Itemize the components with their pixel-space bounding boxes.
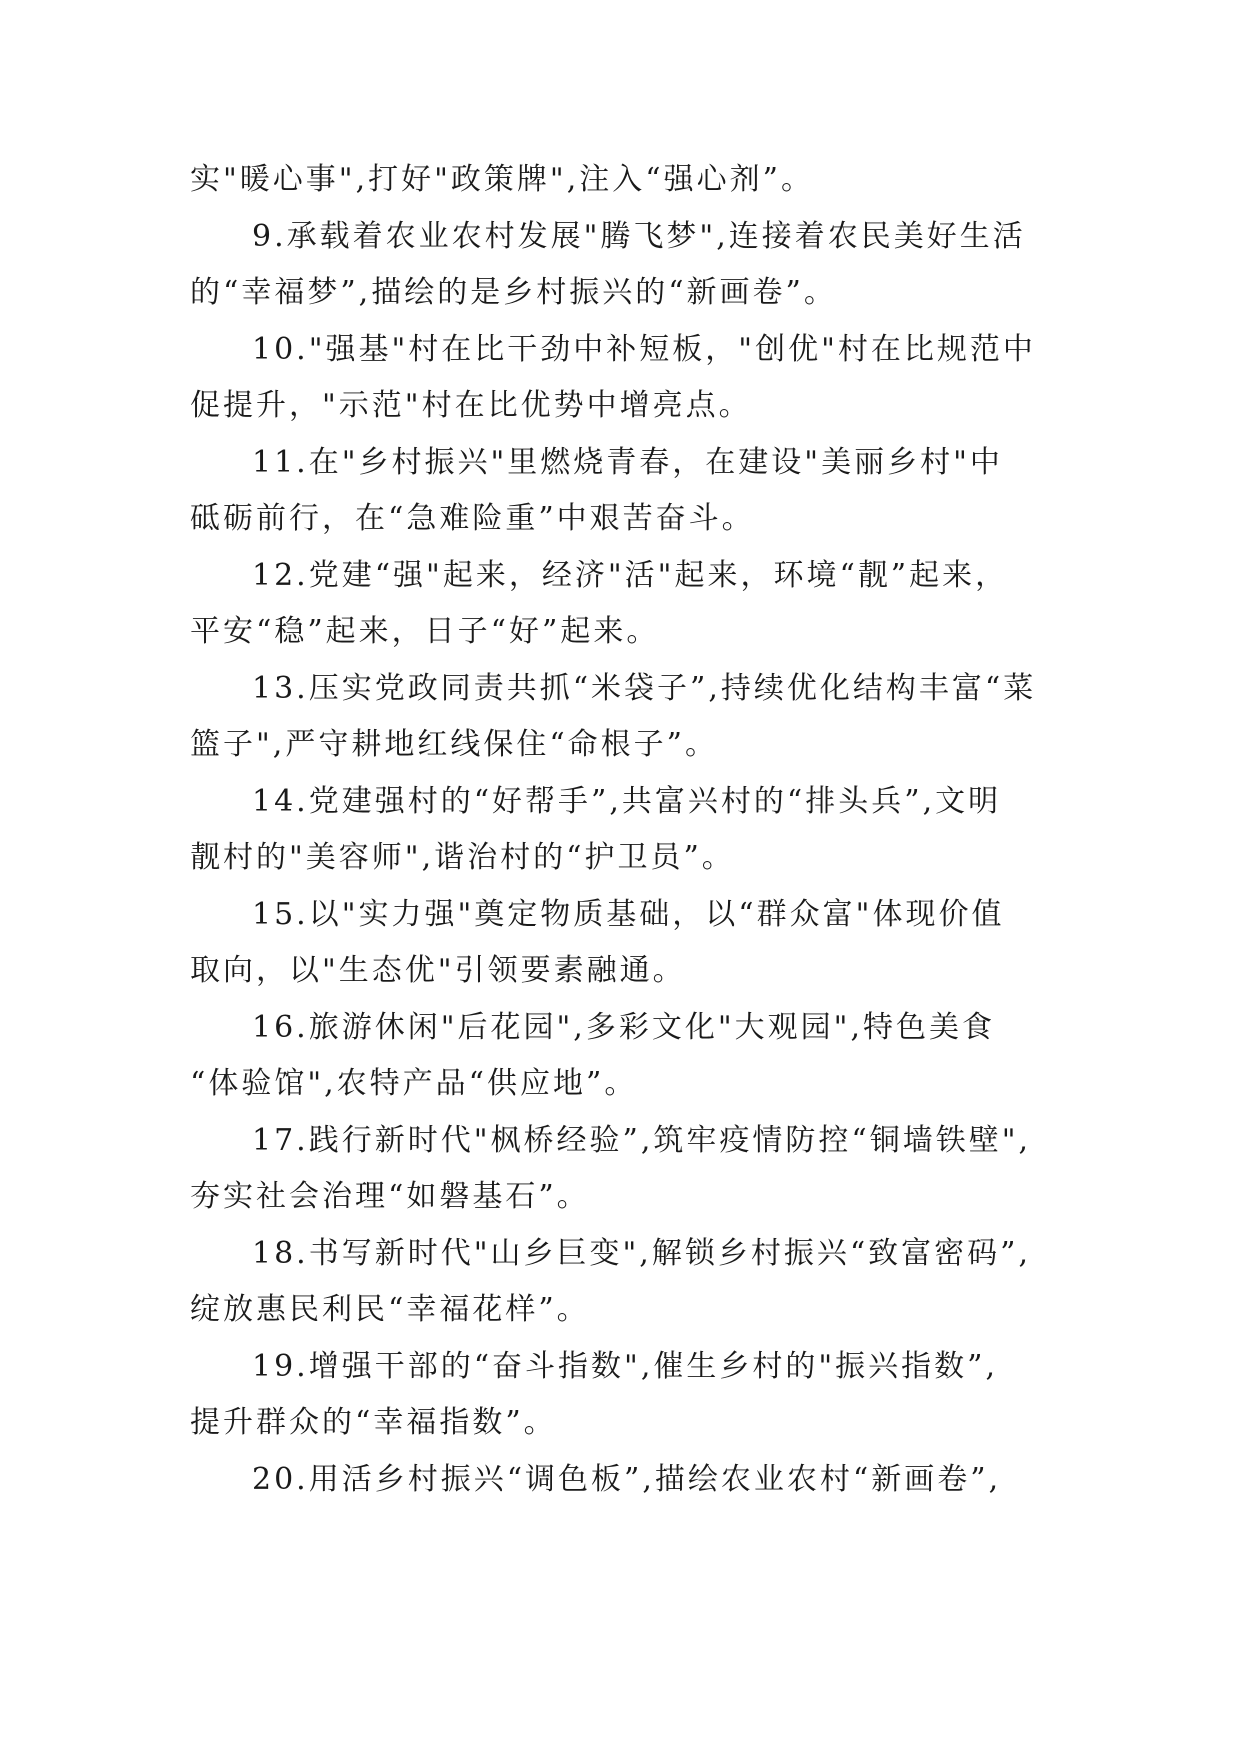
text-line: 19.增强干部的“奋斗指数",催生乡村的"振兴指数”,: [252, 1348, 999, 1384]
text-line: 靓村的"美容师",谐治村的“护卫员”。: [190, 840, 735, 875]
text-line: 篮子",严守耕地红线保住“命根子”。: [190, 727, 719, 762]
text-line: 的“幸福梦”,描绘的是乡村振兴的“新画卷”。: [190, 275, 837, 310]
text-line: 夯实社会治理“如磐基石”。: [190, 1179, 590, 1214]
document-body: [190, 152, 1050, 1508]
text-line: 砥砺前行，在“急难险重”中艰苦奋斗。: [190, 501, 755, 536]
text-line: 实"暖心事",打好"政策牌",注入“强心剂”。: [190, 162, 814, 197]
text-line: 10."强基"村在比干劲中补短板，"创优"村在比规范中: [252, 331, 1036, 367]
text-line: 11.在"乡村振兴"里燃烧青春，在建设"美丽乡村"中: [252, 444, 1003, 480]
text-line: 17.践行新时代"枫桥经验”,筑牢疫情防控“铜墙铁壁",: [252, 1122, 1032, 1158]
text-line: 14.党建强村的“好帮手”,共富兴村的“排头兵”,文明: [252, 783, 1002, 819]
text-line: 16.旅游休闲"后花园",多彩文化"大观园",特色美食: [252, 1009, 995, 1045]
text-line: 18.书写新时代"山乡巨变",解锁乡村振兴“致富密码”,: [252, 1235, 1032, 1271]
text-line: 15.以"实力强"奠定物质基础，以“群众富"体现价值: [252, 896, 1005, 932]
text-line: 绽放惠民利民“幸福花样”。: [190, 1292, 590, 1327]
text-line: “体验馆",农特产品“供应地”。: [190, 1066, 638, 1101]
text-line: 13.压实党政同责共抓“米袋子”,持续优化结构丰富“菜: [252, 670, 1037, 706]
text-line: 提升群众的“幸福指数”。: [190, 1405, 557, 1440]
text-line: 平安“稳”起来，日子“好”起来。: [190, 614, 660, 649]
text-line: 20.用活乡村振兴“调色板”,描绘农业农村“新画卷”,: [252, 1461, 1002, 1497]
text-line: 9.承载着农业农村发展"腾飞梦",连接着农民美好生活: [252, 218, 1026, 254]
text-line: 促提升，"示范"村在比优势中增亮点。: [190, 388, 752, 423]
text-line: 12.党建“强"起来，经济"活"起来，环境“靓”起来，: [252, 557, 1009, 593]
text-line: 取向，以"生态优"引领要素融通。: [190, 953, 686, 988]
